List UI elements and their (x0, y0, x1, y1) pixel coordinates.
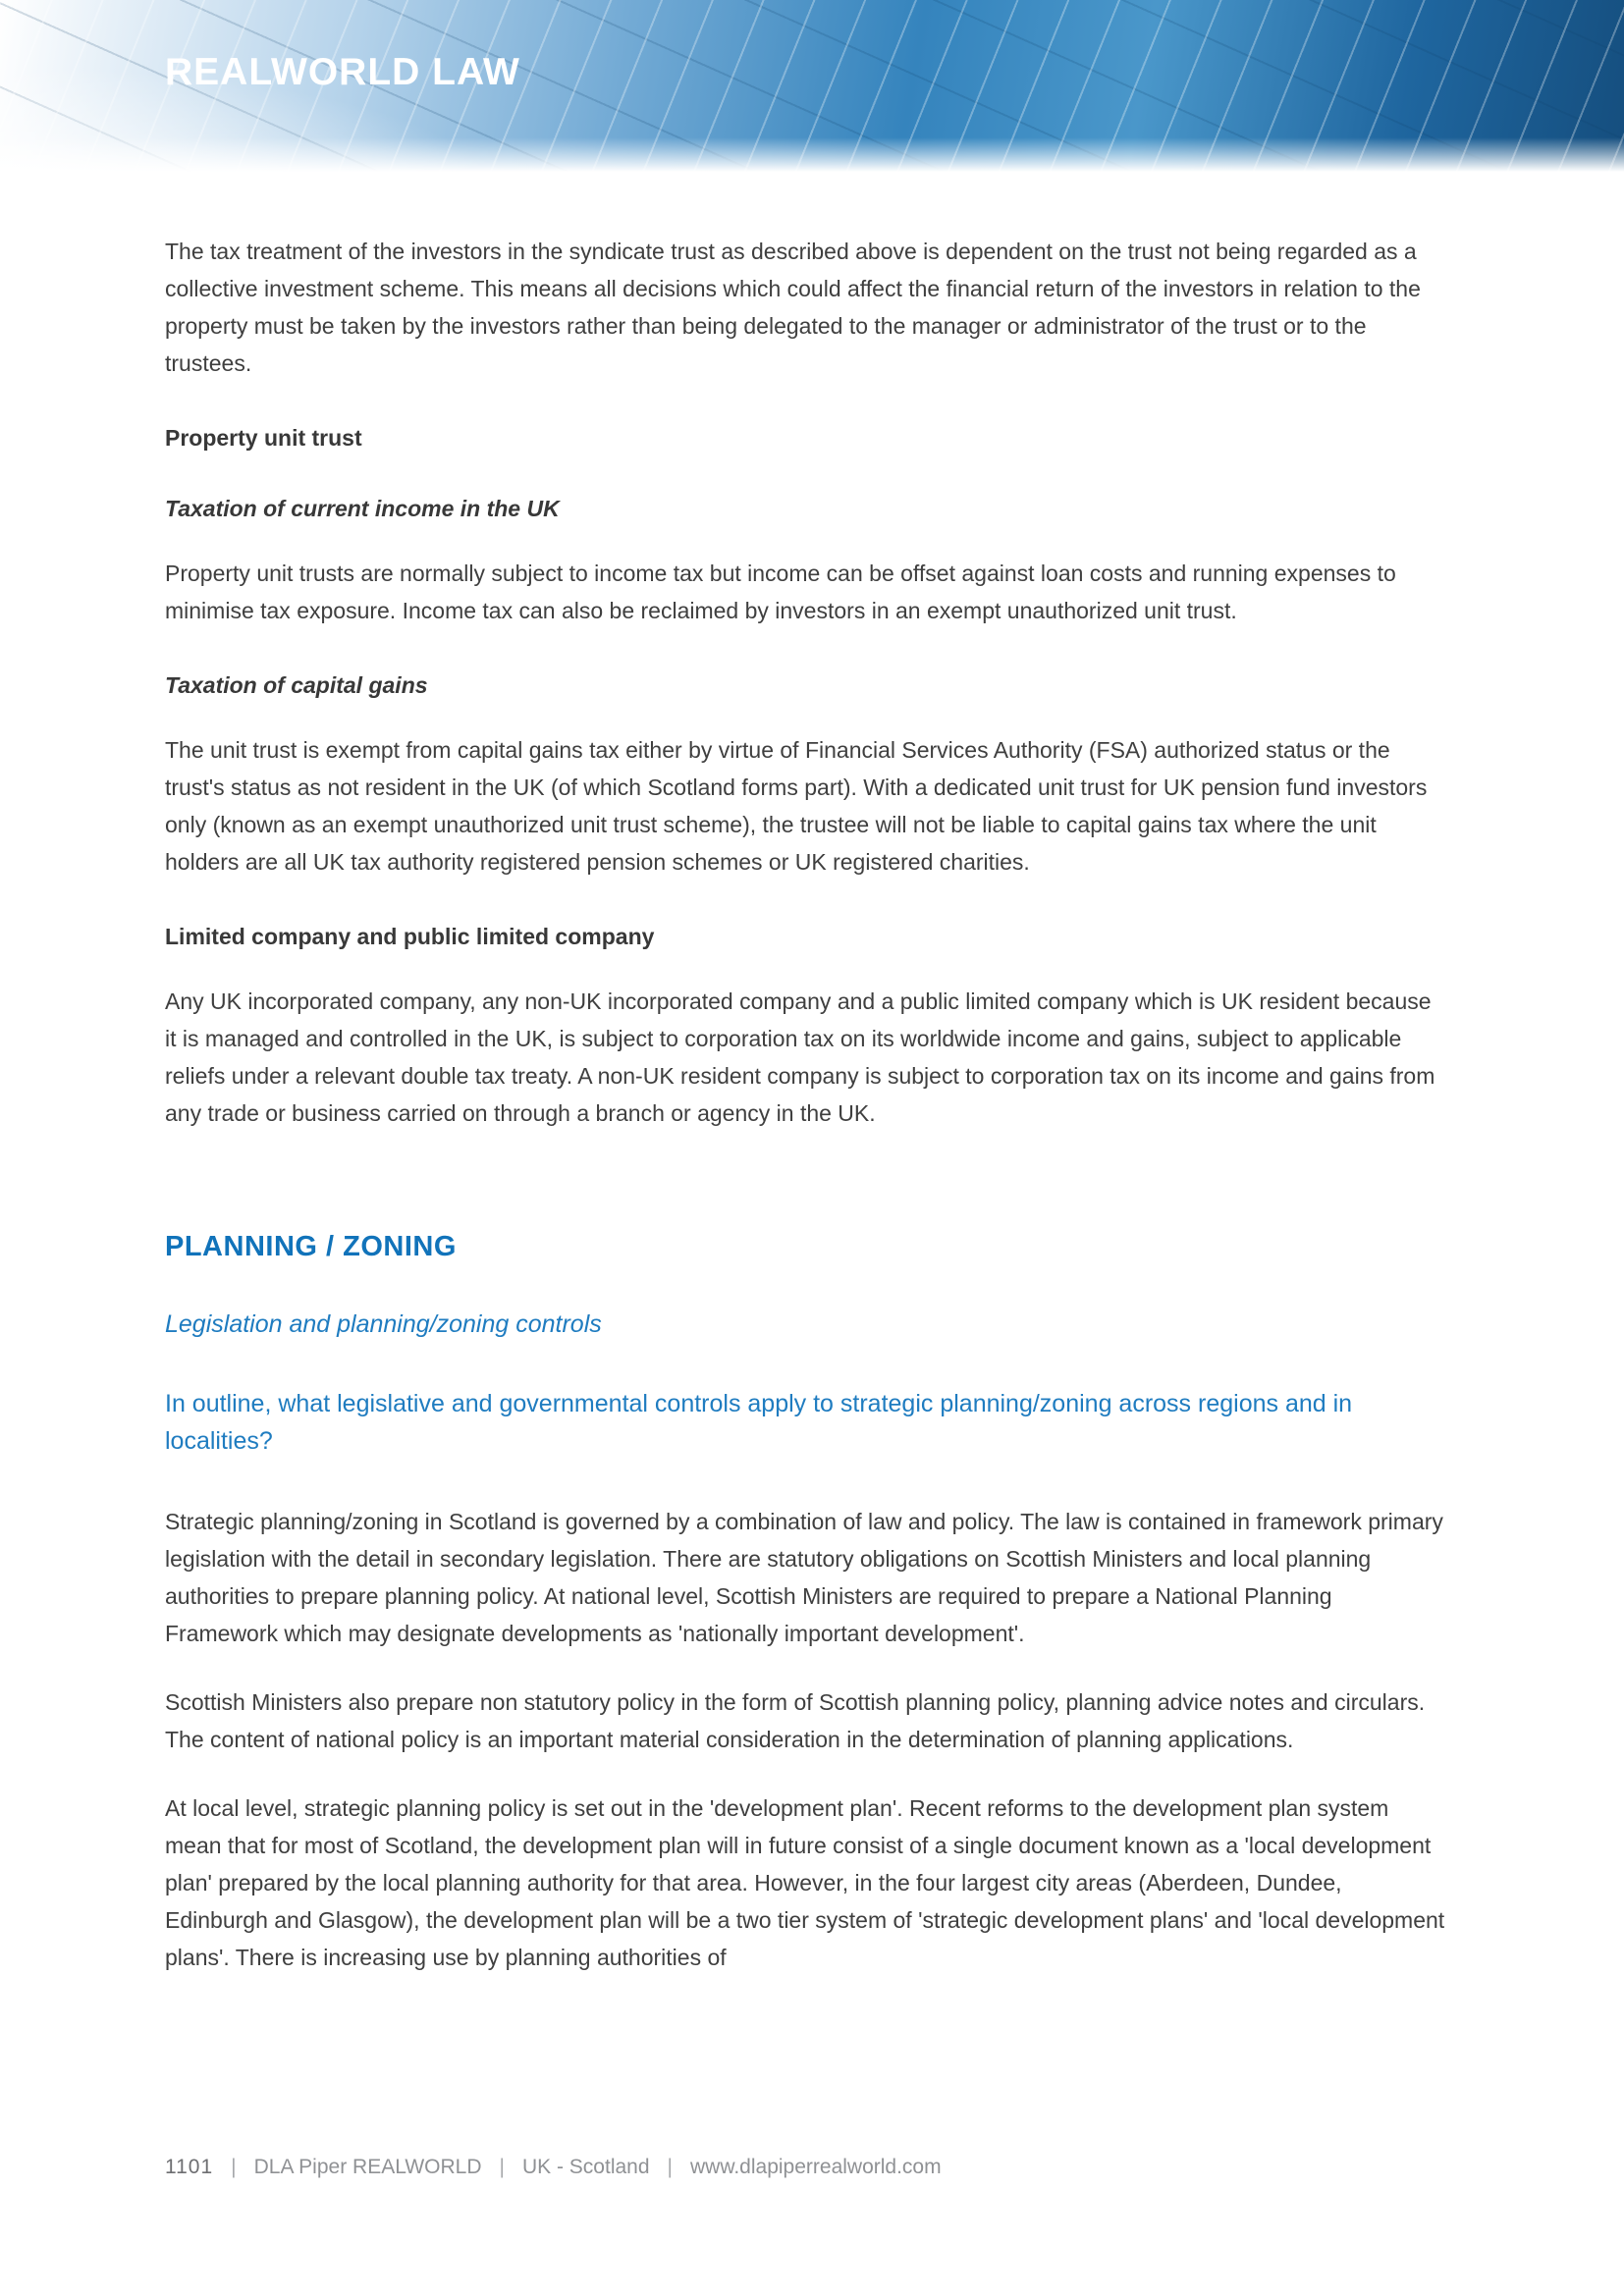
footer-separator: | (231, 2156, 237, 2178)
paragraph-uk-incorporated-company: Any UK incorporated company, any non-UK incorporated company and a public limited company which is UK resident because it is managed and controlled in the UK, is subject to corporation tax on its worldwide income and gains, subject to applicable reliefs under a relevant double tax treaty. A non-UK resident company is subject to corporation tax on its income and gains from any trade or business carried on through a branch or agency in the UK. (165, 988, 1435, 1126)
footer-website-link[interactable]: www.dlapiperrealworld.com (690, 2156, 942, 2178)
section-heading-planning-zoning: PLANNING / ZONING (165, 1231, 457, 1262)
paragraph-unit-trust-exempt: The unit trust is exempt from capital gains tax either by virtue of Financial Services Authority (FSA) authorized status or the trust's status as not resident in the UK (of which Scotland forms part). With a dedicated unit trust for UK pension fund investors only (known as an exempt unauthorized unit trust scheme), the trustee will not be liable to capital gains tax where the unit holders are all UK tax authority registered pension schemes or UK registered charities. (165, 737, 1428, 875)
paragraph-tax-treatment: The tax treatment of the investors in the syndicate trust as described above is dependent on the trust not being regarded as a collective investment scheme. This means all decisions which could affect the financial return of the investors in relation to the property must be taken by the investors rather than being delegated to the manager or administrator of the trust or to the trustees. (165, 239, 1421, 376)
question-legislative-controls: In outline, what legislative and governmental controls apply to strategic planning/zoning across regions and in localities? (165, 1390, 1353, 1455)
page-footer (165, 2156, 942, 2179)
paragraph-local-level-policy: At local level, strategic planning policy is set out in the 'development plan'. Recent reforms to the development plan system mean that for most of Scotland, the development plan will in future consist of a single document known as a 'local development plan' prepared by the local planning authority for that area. However, in the four largest city areas (Aberdeen, Dundee, Edinburgh and Glasgow), the development plan will be a two tier system of 'strategic development plans' and 'local development plans'. There is increasing use by planning authorities of (165, 1795, 1445, 1970)
paragraph-property-unit-trusts: Property unit trusts are normally subject to income tax but income can be offset against loan costs and running expenses to minimise tax exposure. Income tax can also be reclaimed by investors in an exempt unauthorized unit trust. (165, 561, 1396, 623)
brand-title: REALWORLD LAW (165, 51, 520, 93)
paragraph-strategic-planning: Strategic planning/zoning in Scotland is governed by a combination of law and policy. The law is contained in framework primary legislation with the detail in secondary legislation. There are statutory obligations on Scottish Ministers and local planning authorities to prepare planning policy. At national level, Scottish Ministers are required to prepare a National Planning Framework which may designate developments as 'nationally important development'. (165, 1509, 1443, 1646)
heading-property-unit-trust: Property unit trust (165, 425, 362, 451)
paragraph-scottish-ministers-policy: Scottish Ministers also prepare non statutory policy in the form of Scottish planning policy, planning advice notes and circulars. The content of national policy is an important material consideration in the determination of planning applications. (165, 1689, 1426, 1752)
footer-separator: | (667, 2156, 673, 2178)
header-banner (0, 0, 1624, 172)
heading-taxation-current-income: Taxation of current income in the UK (165, 496, 560, 521)
heading-limited-company: Limited company and public limited company (165, 924, 655, 949)
footer-region: UK - Scotland (521, 2156, 650, 2178)
document-body (0, 172, 1624, 1976)
subheading-legislation-controls: Legislation and planning/zoning controls (165, 1310, 602, 1338)
footer-page-number: 1101 (165, 2156, 214, 2178)
footer-brand: DLA Piper REALWORLD (253, 2156, 482, 2178)
heading-taxation-capital-gains: Taxation of capital gains (165, 672, 428, 698)
footer-separator: | (499, 2156, 505, 2178)
